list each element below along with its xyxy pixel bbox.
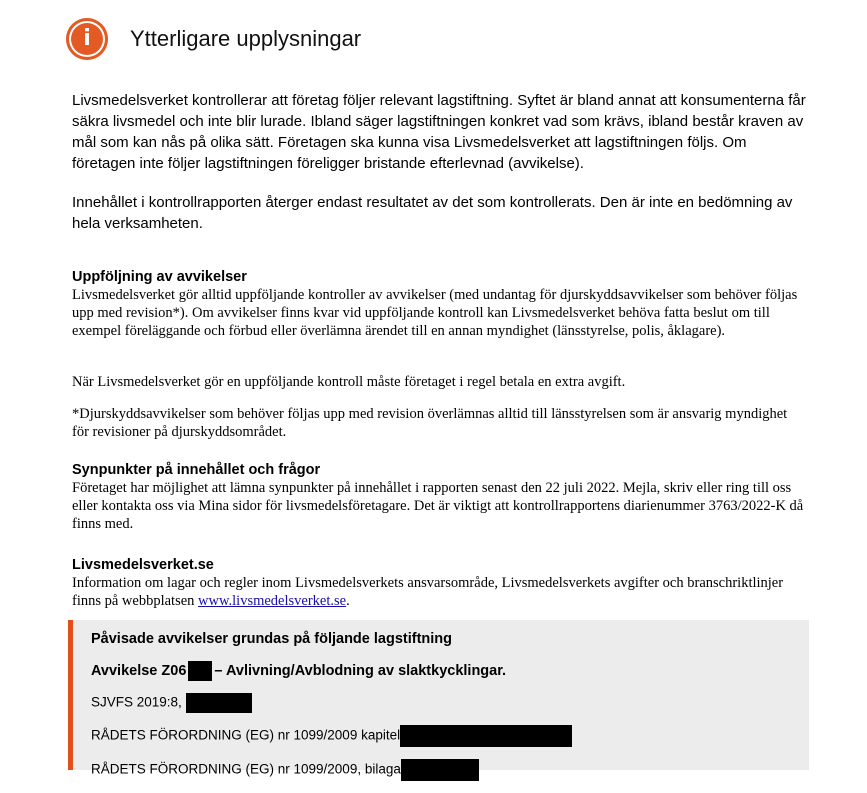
page-header [66, 18, 361, 60]
website-section [72, 556, 807, 610]
info-icon-glyph: i [83, 26, 91, 51]
intro-paragraph-1: Livsmedelsverket kontrollerar att företag följer relevant lagstiftning. Syftet är bland annat att konsumenterna får säkra livsmedel och inte blir lurade. Ibland säger lagstiftningen konkret vad som krävs, ibland består kraven av mål som kan nås på olika sätt. Företagen ska kunna visa Livsmedelsverket att lagstiftningen följs. Om företagen inte följer lagstiftningen föreligger bristande efterlevnad (avvikelse). [72, 92, 806, 172]
deviation-prefix: Avvikelse Z06 [91, 662, 187, 679]
page-title: Ytterligare upplysningar [130, 26, 362, 51]
intro-paragraph-2: Innehållet i kontrollrapporten återger endast resultatet av det som kontrollerats. Den är inte en bedömning av hela verksamheten. [72, 194, 793, 232]
redaction-bar [400, 725, 572, 747]
feedback-heading: Synpunkter på innehållet och frågor [72, 462, 321, 478]
followup-section [72, 268, 807, 340]
website-text-body: Information om lagar och regler inom Livsmedelsverkets ansvarsområde, Livsmedelsverkets avgifter och branschriktlinjer finns på webbplatsen [72, 575, 784, 609]
legislation-heading: Påvisade avvikelser grundas på följande lagstiftning [91, 631, 453, 647]
website-heading: Livsmedelsverket.se [72, 557, 214, 573]
followup-text: Livsmedelsverket gör alltid uppföljande kontroller av avvikelser (med undantag för djurskyddsavvikelser som behöver följas upp med revision*). Om avvikelser finns kvar vid uppföljande kontroll kan Livsmedelsverket behöva fatta beslut om till exempel föreläggande och förbud eller överlämna ärendet till en annan myndighet (länsstyrelse, polis, åklagare). [72, 287, 798, 339]
feedback-section [72, 461, 807, 533]
legislation-box [68, 620, 809, 777]
regulation-line-2 [91, 725, 799, 747]
regulation-text-3: RÅDETS FÖRORDNING (EG) nr 1099/2009, bilaga [91, 761, 401, 777]
followup-footnote: *Djurskyddsavvikelser som behöver följas upp med revision överlämnas alltid till länsstyrelsen som är ansvarig myndighet för revisioner på djurskyddsområdet. [72, 406, 788, 440]
website-text-end: . [346, 593, 350, 609]
deviation-line [91, 661, 799, 681]
website-link[interactable]: www.livsmedelsverket.se [198, 593, 347, 609]
deviation-title: – Avlivning/Avblodning av slaktkycklingar. [214, 662, 507, 679]
regulation-line-1 [91, 693, 799, 713]
redaction-bar [188, 661, 212, 681]
regulation-text-1: SJVFS 2019:8, [91, 694, 182, 710]
feedback-text: Företaget har möjlighet att lämna synpunkter på innehållet i rapporten senast den 22 juli 2022. Mejla, skriv eller ring till oss eller kontakta oss via Mina sidor för livsmedelsföretagare. Det är viktigt att kontrollrapportens diarienummer 3763/2022-K då finns med. [72, 480, 804, 532]
regulation-line-3 [91, 759, 799, 781]
website-text [72, 574, 807, 610]
redaction-bar [401, 759, 479, 781]
info-icon [66, 18, 108, 60]
regulation-text-2: RÅDETS FÖRORDNING (EG) nr 1099/2009 kapitel [91, 727, 401, 743]
redaction-bar [186, 693, 252, 713]
followup-heading: Uppföljning av avvikelser [72, 269, 247, 285]
followup-fee-text: När Livsmedelsverket gör en uppföljande kontroll måste företaget i regel betala en extra avgift. [72, 374, 626, 390]
